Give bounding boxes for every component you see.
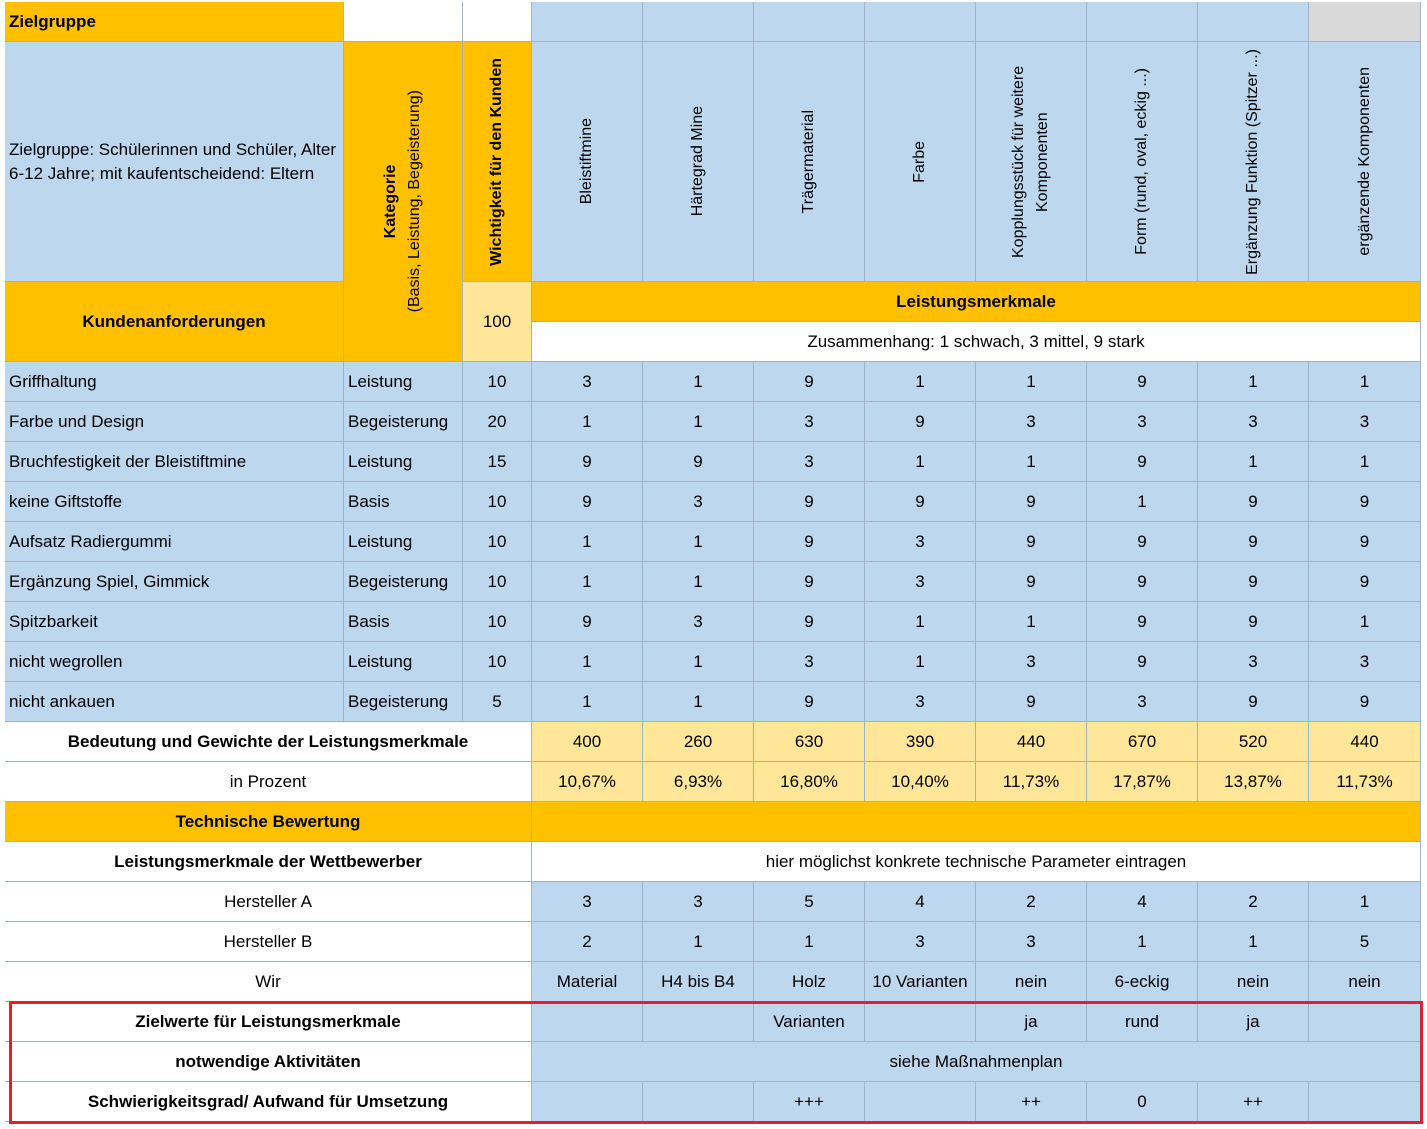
requirement-weight[interactable]: 10 xyxy=(463,482,532,522)
relation-value-cell[interactable]: 3 xyxy=(1309,642,1421,682)
relation-value-cell[interactable]: 1 xyxy=(976,602,1087,642)
feature-header-label: ergänzende Komponenten xyxy=(1355,67,1373,256)
requirement-name[interactable]: Griffhaltung xyxy=(5,362,344,402)
header-empty-cell[interactable] xyxy=(1087,2,1198,42)
requirement-weight[interactable]: 10 xyxy=(463,522,532,562)
relation-value-cell[interactable]: 1 xyxy=(532,642,643,682)
relation-value-cell[interactable]: 1 xyxy=(532,682,643,722)
competitor-value-cell[interactable]: Material xyxy=(532,962,643,1002)
schwierigkeit-cell[interactable]: ++ xyxy=(1198,1082,1309,1122)
relation-value-cell[interactable]: 1 xyxy=(865,602,976,642)
relation-value-cell[interactable]: 9 xyxy=(1198,682,1309,722)
competitor-value-cell[interactable]: 1 xyxy=(1087,922,1198,962)
zielwert-cell[interactable] xyxy=(643,1002,754,1042)
relation-value-cell[interactable]: 9 xyxy=(865,402,976,442)
competitor-label[interactable]: Wir xyxy=(5,962,532,1002)
competitor-value-cell[interactable]: 4 xyxy=(865,882,976,922)
header-empty-cell[interactable] xyxy=(976,2,1087,42)
bedeutung-value-cell[interactable]: 390 xyxy=(865,722,976,762)
schwierigkeit-cell[interactable]: ++ xyxy=(976,1082,1087,1122)
competitor-value-cell[interactable]: 10 Varianten xyxy=(865,962,976,1002)
prozent-value-cell[interactable]: 13,87% xyxy=(1198,762,1309,802)
competitor-value-cell[interactable]: nein xyxy=(1198,962,1309,1002)
relation-value-cell[interactable]: 9 xyxy=(1198,522,1309,562)
requirement-weight[interactable]: 10 xyxy=(463,642,532,682)
requirement-category[interactable]: Basis xyxy=(344,602,463,642)
relation-value-cell[interactable]: 9 xyxy=(1087,602,1198,642)
schwierigkeit-cell[interactable] xyxy=(865,1082,976,1122)
relation-value-cell[interactable]: 1 xyxy=(643,642,754,682)
schwierigkeit-label[interactable]: Schwierigkeitsgrad/ Aufwand für Umsetzung xyxy=(5,1082,532,1122)
header-empty-cell[interactable] xyxy=(865,2,976,42)
feature-header-cell[interactable] xyxy=(643,42,754,282)
kategorie-header-cell[interactable] xyxy=(344,42,463,362)
competitor-value-cell[interactable]: 1 xyxy=(1309,882,1421,922)
relation-value-cell[interactable]: 3 xyxy=(865,562,976,602)
requirement-weight[interactable]: 15 xyxy=(463,442,532,482)
zielwerte-label[interactable]: Zielwerte für Leistungsmerkmale xyxy=(5,1002,532,1042)
feature-header-label: Trägermaterial xyxy=(800,109,817,214)
relation-value-cell[interactable]: 1 xyxy=(532,402,643,442)
relation-value-cell[interactable]: 1 xyxy=(865,442,976,482)
relation-value-cell[interactable]: 9 xyxy=(1087,642,1198,682)
relation-value-cell[interactable]: 9 xyxy=(754,362,865,402)
competitor-value-cell[interactable]: 4 xyxy=(1087,882,1198,922)
relation-value-cell[interactable]: 9 xyxy=(754,522,865,562)
relation-value-cell[interactable]: 3 xyxy=(754,642,865,682)
requirement-category[interactable]: Leistung xyxy=(344,362,463,402)
requirement-category[interactable]: Basis xyxy=(344,482,463,522)
relation-value-cell[interactable]: 1 xyxy=(1309,442,1421,482)
relation-value-cell[interactable]: 9 xyxy=(1087,362,1198,402)
feature-header-cell[interactable] xyxy=(976,42,1087,282)
competitor-value-cell[interactable]: H4 bis B4 xyxy=(643,962,754,1002)
competitor-value-cell[interactable]: 2 xyxy=(532,922,643,962)
wichtigkeit-total-cell[interactable]: 100 xyxy=(463,282,532,362)
relation-value-cell[interactable]: 9 xyxy=(754,562,865,602)
header-empty-cell[interactable] xyxy=(754,2,865,42)
relation-value-cell[interactable]: 9 xyxy=(1309,682,1421,722)
requirement-weight[interactable]: 5 xyxy=(463,682,532,722)
kategorie-header-text xyxy=(379,90,427,312)
relation-value-cell[interactable]: 1 xyxy=(1309,602,1421,642)
relation-value-cell[interactable]: 3 xyxy=(754,402,865,442)
feature-header-cell[interactable] xyxy=(532,42,643,282)
competitor-value-cell[interactable]: 3 xyxy=(532,882,643,922)
feature-header-cell[interactable] xyxy=(1087,42,1198,282)
prozent-value-cell[interactable]: 6,93% xyxy=(643,762,754,802)
feature-header-label: Form (rund, oval, eckig ...) xyxy=(1133,68,1150,255)
relation-value-cell[interactable]: 1 xyxy=(1087,482,1198,522)
relation-value-cell[interactable]: 3 xyxy=(1198,642,1309,682)
competitor-value-cell[interactable]: 5 xyxy=(1309,922,1421,962)
relation-value-cell[interactable]: 3 xyxy=(1198,402,1309,442)
relation-value-cell[interactable]: 9 xyxy=(976,562,1087,602)
relation-value-cell[interactable]: 1 xyxy=(865,642,976,682)
relation-value-cell[interactable]: 9 xyxy=(532,482,643,522)
prozent-value-cell[interactable]: 11,73% xyxy=(976,762,1087,802)
zielwert-cell[interactable]: ja xyxy=(1198,1002,1309,1042)
relation-value-cell[interactable]: 9 xyxy=(1198,602,1309,642)
relation-value-cell[interactable]: 1 xyxy=(643,682,754,722)
technische-bewertung-label[interactable]: Technische Bewertung xyxy=(5,802,532,842)
requirement-weight[interactable]: 20 xyxy=(463,402,532,442)
competitor-value-cell[interactable]: 1 xyxy=(643,922,754,962)
requirement-name[interactable]: nicht ankauen xyxy=(5,682,344,722)
header-empty-cell[interactable] xyxy=(1198,2,1309,42)
requirement-name[interactable]: Farbe und Design xyxy=(5,402,344,442)
relation-value-cell[interactable]: 3 xyxy=(1087,402,1198,442)
bedeutung-value-cell[interactable]: 520 xyxy=(1198,722,1309,762)
relation-value-cell[interactable]: 9 xyxy=(976,522,1087,562)
competitor-value-cell[interactable]: 2 xyxy=(1198,882,1309,922)
relation-value-cell[interactable]: 1 xyxy=(643,402,754,442)
relation-value-cell[interactable]: 1 xyxy=(1309,362,1421,402)
leistungsmerkmale-header[interactable]: Leistungsmerkmale xyxy=(532,282,1421,322)
prozent-value-cell[interactable]: 16,80% xyxy=(754,762,865,802)
relation-value-cell[interactable]: 3 xyxy=(976,642,1087,682)
prozent-value-cell[interactable]: 17,87% xyxy=(1087,762,1198,802)
competitor-value-cell[interactable]: 5 xyxy=(754,882,865,922)
bedeutung-value-cell[interactable]: 440 xyxy=(976,722,1087,762)
bedeutung-value-cell[interactable]: 260 xyxy=(643,722,754,762)
requirement-weight[interactable]: 10 xyxy=(463,562,532,602)
competitor-value-cell[interactable]: nein xyxy=(976,962,1087,1002)
relation-value-cell[interactable]: 9 xyxy=(1087,562,1198,602)
zielwert-cell[interactable] xyxy=(532,1002,643,1042)
feature-header-label: Bleistiftmine xyxy=(578,118,595,205)
relation-value-cell[interactable]: 9 xyxy=(1309,522,1421,562)
relation-value-cell[interactable]: 9 xyxy=(865,482,976,522)
bedeutung-value-cell[interactable]: 630 xyxy=(754,722,865,762)
requirement-category[interactable]: Leistung xyxy=(344,642,463,682)
feature-header-label: Kopplungsstück für weitere Komponenten xyxy=(1010,65,1051,258)
relation-value-cell[interactable]: 1 xyxy=(643,522,754,562)
requirement-weight[interactable]: 10 xyxy=(463,362,532,402)
relation-value-cell[interactable]: 9 xyxy=(754,602,865,642)
requirement-name[interactable]: Bruchfestigkeit der Bleistiftmine xyxy=(5,442,344,482)
zielgruppe-label-cell[interactable]: Zielgruppe xyxy=(5,2,344,42)
competitor-value-cell[interactable]: nein xyxy=(1309,962,1421,1002)
relation-value-cell[interactable]: 9 xyxy=(976,482,1087,522)
relation-value-cell[interactable]: 3 xyxy=(1087,682,1198,722)
relation-value-cell[interactable]: 9 xyxy=(532,442,643,482)
relation-value-cell[interactable]: 9 xyxy=(532,602,643,642)
relation-value-cell[interactable]: 9 xyxy=(754,482,865,522)
header-empty-cell[interactable] xyxy=(1309,2,1421,42)
relation-value-cell[interactable]: 1 xyxy=(532,562,643,602)
prozent-value-cell[interactable]: 11,73% xyxy=(1309,762,1421,802)
relation-value-cell[interactable]: 9 xyxy=(1198,482,1309,522)
wichtigkeit-header-cell[interactable] xyxy=(463,42,532,282)
relation-value-cell[interactable]: 9 xyxy=(976,682,1087,722)
relation-value-cell[interactable]: 3 xyxy=(865,682,976,722)
feature-header-cell[interactable] xyxy=(865,42,976,282)
relation-value-cell[interactable]: 9 xyxy=(754,682,865,722)
feature-header-label: Härtegrad Mine xyxy=(689,106,706,217)
zielwert-cell[interactable] xyxy=(1309,1002,1421,1042)
requirement-category[interactable]: Leistung xyxy=(344,522,463,562)
zielwert-cell[interactable]: Varianten xyxy=(754,1002,865,1042)
competitor-value-cell[interactable]: Holz xyxy=(754,962,865,1002)
kategorie-title: Kategorie xyxy=(382,164,399,239)
zielwert-cell[interactable] xyxy=(865,1002,976,1042)
bedeutung-value-cell[interactable]: 670 xyxy=(1087,722,1198,762)
requirement-category[interactable]: Begeisterung xyxy=(344,562,463,602)
competitor-value-cell[interactable]: 3 xyxy=(976,922,1087,962)
relation-value-cell[interactable]: 3 xyxy=(976,402,1087,442)
relation-value-cell[interactable]: 3 xyxy=(532,362,643,402)
schwierigkeit-cell[interactable]: +++ xyxy=(754,1082,865,1122)
aktivitaeten-value[interactable]: siehe Maßnahmenplan xyxy=(532,1042,1421,1082)
competitor-value-cell[interactable]: 3 xyxy=(643,882,754,922)
requirement-name[interactable]: nicht wegrollen xyxy=(5,642,344,682)
bedeutung-value-cell[interactable]: 440 xyxy=(1309,722,1421,762)
relation-value-cell[interactable]: 9 xyxy=(1198,562,1309,602)
prozent-value-cell[interactable]: 10,67% xyxy=(532,762,643,802)
competitor-value-cell[interactable]: 6-eckig xyxy=(1087,962,1198,1002)
schwierigkeit-cell[interactable] xyxy=(532,1082,643,1122)
relation-value-cell[interactable]: 9 xyxy=(643,442,754,482)
relation-value-cell[interactable]: 1 xyxy=(643,562,754,602)
bedeutung-label[interactable]: Bedeutung und Gewichte der Leistungsmerkmale xyxy=(5,722,532,762)
technische-bewertung-band[interactable] xyxy=(532,802,1421,842)
requirement-category[interactable]: Begeisterung xyxy=(344,402,463,442)
relation-value-cell[interactable]: 3 xyxy=(865,522,976,562)
feature-header-cell[interactable] xyxy=(754,42,865,282)
prozent-label[interactable]: in Prozent xyxy=(5,762,532,802)
relation-value-cell[interactable]: 1 xyxy=(1198,442,1309,482)
feature-header-label: Farbe xyxy=(911,140,928,183)
requirement-category[interactable]: Leistung xyxy=(344,442,463,482)
prozent-value-cell[interactable]: 10,40% xyxy=(865,762,976,802)
feature-header-label: Ergänzung Funktion (Spitzer ...) xyxy=(1244,48,1261,275)
relation-value-cell[interactable]: 1 xyxy=(1198,362,1309,402)
requirement-name[interactable]: keine Giftstoffe xyxy=(5,482,344,522)
requirement-name[interactable]: Spitzbarkeit xyxy=(5,602,344,642)
feature-header-cell[interactable] xyxy=(1198,42,1309,282)
wettbewerber-label[interactable]: Leistungsmerkmale der Wettbewerber xyxy=(5,842,532,882)
requirement-category[interactable]: Begeisterung xyxy=(344,682,463,722)
kundenanforderungen-cell[interactable]: Kundenanforderungen xyxy=(5,282,344,362)
schwierigkeit-cell[interactable] xyxy=(643,1082,754,1122)
relation-value-cell[interactable]: 1 xyxy=(976,442,1087,482)
schwierigkeit-cell[interactable] xyxy=(1309,1082,1421,1122)
relation-value-cell[interactable]: 1 xyxy=(532,522,643,562)
requirement-name[interactable]: Ergänzung Spiel, Gimmick xyxy=(5,562,344,602)
zielwert-cell[interactable]: rund xyxy=(1087,1002,1198,1042)
requirement-weight[interactable]: 10 xyxy=(463,602,532,642)
relation-value-cell[interactable]: 9 xyxy=(1309,562,1421,602)
relation-value-cell[interactable]: 9 xyxy=(1087,442,1198,482)
bedeutung-value-cell[interactable]: 400 xyxy=(532,722,643,762)
header-empty-cell[interactable] xyxy=(532,2,643,42)
competitor-value-cell[interactable]: 1 xyxy=(754,922,865,962)
feature-header-cell[interactable] xyxy=(1309,42,1421,282)
schwierigkeit-cell[interactable]: 0 xyxy=(1087,1082,1198,1122)
relation-value-cell[interactable]: 9 xyxy=(1087,522,1198,562)
relation-value-cell[interactable]: 1 xyxy=(865,362,976,402)
requirement-name[interactable]: Aufsatz Radiergummi xyxy=(5,522,344,562)
competitor-value-cell[interactable]: 2 xyxy=(976,882,1087,922)
aktivitaeten-label[interactable]: notwendige Aktivitäten xyxy=(5,1042,532,1082)
zusammenhang-legend[interactable]: Zusammenhang: 1 schwach, 3 mittel, 9 stark xyxy=(532,322,1421,362)
relation-value-cell[interactable]: 9 xyxy=(1309,482,1421,522)
zielwert-cell[interactable]: ja xyxy=(976,1002,1087,1042)
zielgruppe-text-cell[interactable]: Zielgruppe: Schülerinnen und Schüler, Alter 6-12 Jahre; mit kaufentscheidend: Eltern xyxy=(5,42,344,282)
empty-cell[interactable] xyxy=(344,2,463,42)
competitor-value-cell[interactable]: 1 xyxy=(1198,922,1309,962)
relation-value-cell[interactable]: 3 xyxy=(643,602,754,642)
relation-value-cell[interactable]: 1 xyxy=(976,362,1087,402)
wettbewerber-note[interactable]: hier möglichst konkrete technische Parameter eintragen xyxy=(532,842,1421,882)
empty-cell[interactable] xyxy=(463,2,532,42)
wichtigkeit-header-text: Wichtigkeit für den Kunden xyxy=(488,57,505,266)
relation-value-cell[interactable]: 3 xyxy=(1309,402,1421,442)
relation-value-cell[interactable]: 3 xyxy=(754,442,865,482)
kategorie-subtitle: (Basis, Leistung, Begeisterung) xyxy=(406,90,423,313)
competitor-value-cell[interactable]: 3 xyxy=(865,922,976,962)
competitor-label[interactable]: Hersteller B xyxy=(5,922,532,962)
relation-value-cell[interactable]: 3 xyxy=(643,482,754,522)
relation-value-cell[interactable]: 1 xyxy=(643,362,754,402)
header-empty-cell[interactable] xyxy=(643,2,754,42)
competitor-label[interactable]: Hersteller A xyxy=(5,882,532,922)
